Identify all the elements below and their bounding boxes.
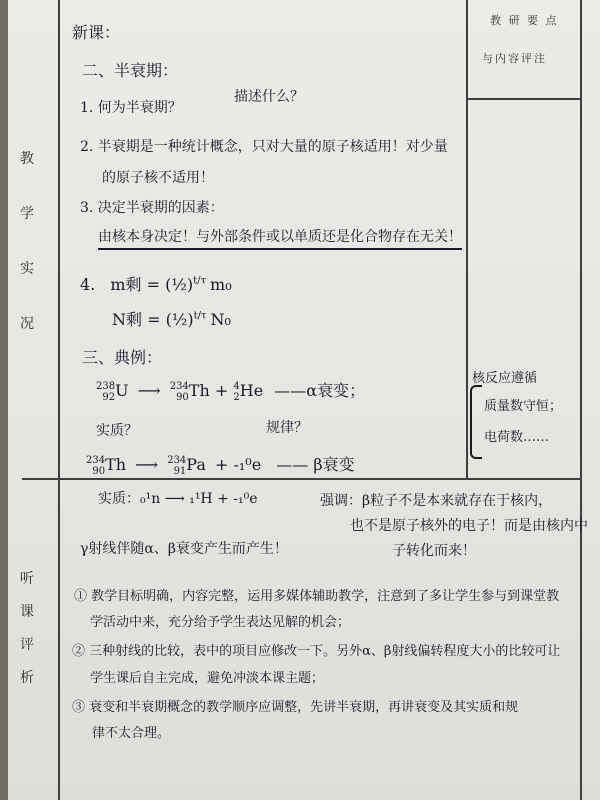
formula-mass-exponent: t/τ xyxy=(193,275,207,287)
question-1: 1. 何为半衰期？ xyxy=(80,100,182,116)
label-char: 课 xyxy=(20,604,36,620)
label-char: 学 xyxy=(20,206,36,222)
essence-question: 实质？ xyxy=(96,423,138,439)
question-3-body: 由核本身决定！与外部条件或以单质还是化合物存在无关！ xyxy=(98,226,462,250)
u-number: 92 xyxy=(102,391,116,403)
margin-note-1: 核反应遵循 xyxy=(472,371,538,386)
pa-symbol: Pa xyxy=(186,455,206,474)
label-char: 评 xyxy=(20,637,36,653)
emphasis-2: 也不是原子核外的电子！而是由核内中 xyxy=(350,518,588,534)
plus: + xyxy=(214,381,229,400)
essence-line: 实质：₀¹n ⟶ ₁¹H + -₁⁰e xyxy=(98,491,258,507)
comment-1a: ① 教学目标明确，内容完整，运用多媒体辅助教学，注意到了多让学生参与到课堂教 xyxy=(74,589,560,604)
emphasis-3: 子转化而来！ xyxy=(392,543,476,559)
formula-count-left: N剩 = (½) xyxy=(112,310,194,329)
header-col1: 教 研 要 点 xyxy=(490,14,559,27)
margin-note-3: 电荷数…… xyxy=(484,430,550,445)
question-2-b: 的原子核不适用！ xyxy=(102,170,214,186)
pa-mass: 234 xyxy=(167,454,187,466)
pa-number: 91 xyxy=(173,465,187,477)
he-mass: 4 xyxy=(233,380,240,392)
reaction-alpha xyxy=(96,378,365,403)
electron: + -₁⁰e xyxy=(214,455,262,474)
comment-2a: ② 三种射线的比较，表中的项目应修改一下。另外α、β射线偏转程度大小的比较可让 xyxy=(72,644,561,659)
question-2-a: 2. 半衰期是一种统计概念，只对大量的原子核适用！对少量 xyxy=(80,139,448,155)
reaction-beta xyxy=(86,452,355,477)
formula-count-right: N₀ xyxy=(210,310,231,329)
comment-2b: 学生课后自主完成，避免冲淡本课主题； xyxy=(90,671,325,686)
formula-count-exponent: t/τ xyxy=(193,310,207,322)
he-number: 2 xyxy=(233,391,240,403)
section-divider xyxy=(22,478,582,480)
decay-type-beta: —— β衰变 xyxy=(276,455,355,474)
formula-mass-right: m₀ xyxy=(210,275,232,294)
header-col2: 与内容评注 xyxy=(482,52,547,65)
margin-note-2: 质量数守恒； xyxy=(484,399,563,414)
th-symbol: Th xyxy=(188,381,210,400)
formula-mass xyxy=(80,272,232,295)
th-number: 90 xyxy=(176,391,189,403)
law-question: 规律？ xyxy=(266,420,308,436)
comment-3a: ③ 衰变和半衰期概念的教学顺序应调整，先讲半衰期，再讲衰变及其实质和规 xyxy=(72,700,519,715)
formula-number: 4. xyxy=(80,275,96,294)
header-divider xyxy=(466,98,582,100)
formula-mass-left: m剩 = (½) xyxy=(110,275,194,294)
gamma-line: γ射线伴随α、β衰变产生而产生！ xyxy=(80,541,288,557)
u-symbol: U xyxy=(115,381,129,400)
question-1-note: 描述什么？ xyxy=(234,89,304,105)
comment-1b: 学活动中来，充分给予学生表达见解的机会； xyxy=(90,615,351,630)
intro: 新课： xyxy=(72,23,121,42)
lesson-sheet xyxy=(8,0,600,800)
comment-3b: 律不太合理。 xyxy=(92,726,171,741)
th2-number: 90 xyxy=(92,465,106,477)
notes-bracket xyxy=(470,385,482,459)
label-char: 析 xyxy=(20,670,36,686)
notes-column-border xyxy=(466,0,468,478)
th2-symbol: Th xyxy=(105,455,127,474)
th2-mass: 234 xyxy=(86,454,106,466)
question-3-title: 3. 决定半衰期的因素： xyxy=(80,200,224,216)
section3-title: 三、典例： xyxy=(82,348,163,367)
label-char: 实 xyxy=(20,261,36,277)
decay-type: ——α衰变； xyxy=(274,381,366,400)
arrow: ⟶ xyxy=(137,381,161,400)
right-border xyxy=(580,0,582,800)
he-symbol: He xyxy=(239,381,264,400)
formula-count xyxy=(112,307,231,330)
section2-title: 二、半衰期： xyxy=(82,61,179,80)
label-char: 况 xyxy=(20,316,36,332)
emphasis-1: 强调：β粒子不是本来就存在于核内， xyxy=(320,493,553,509)
label-char: 听 xyxy=(20,571,36,587)
arrow: ⟶ xyxy=(135,455,159,474)
u-mass: 238 xyxy=(96,380,116,392)
label-char: 教 xyxy=(20,151,36,167)
left-border xyxy=(58,0,60,800)
th-mass: 234 xyxy=(169,380,189,392)
